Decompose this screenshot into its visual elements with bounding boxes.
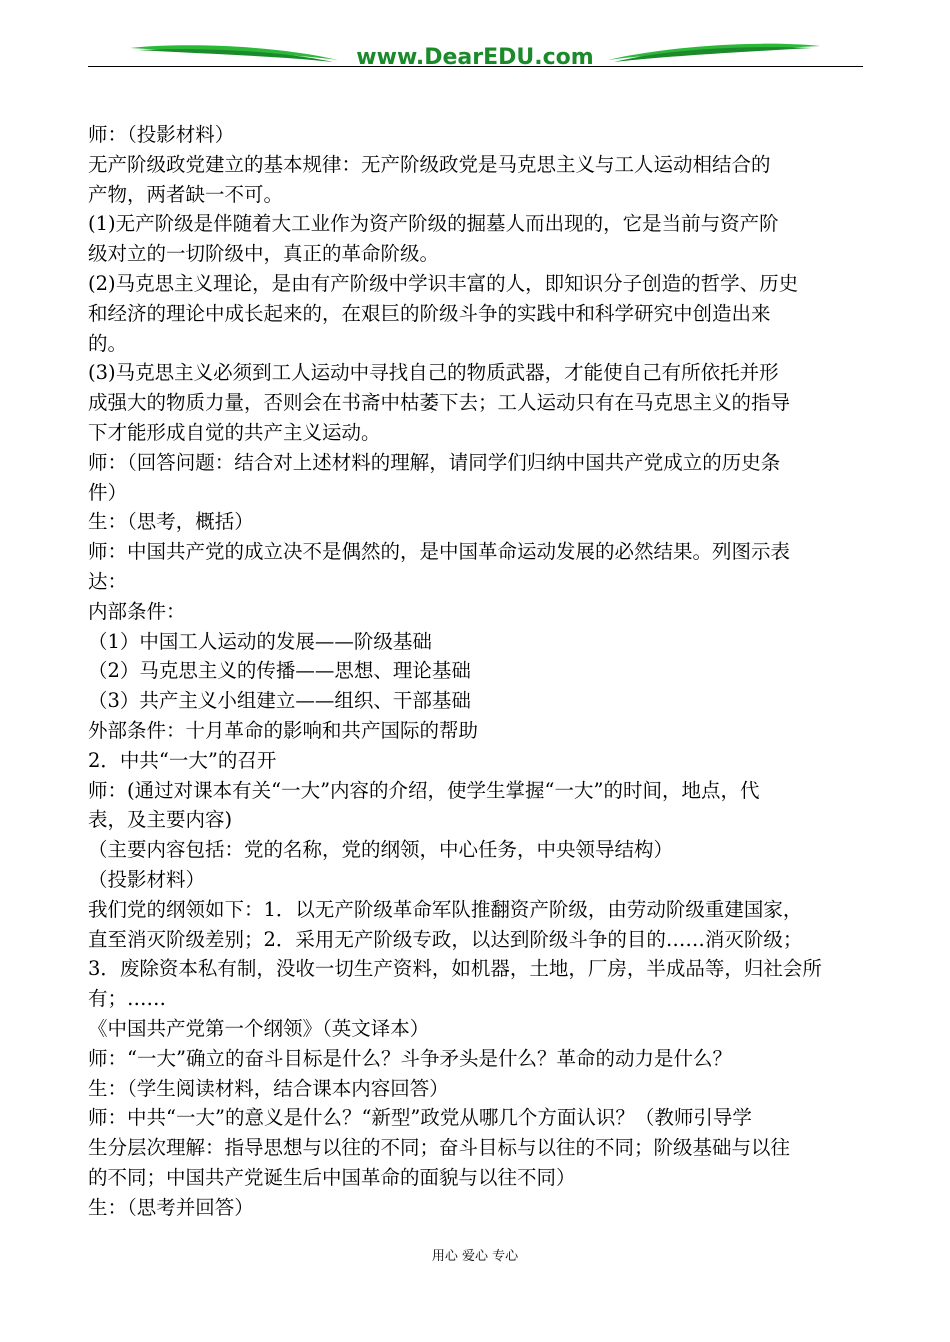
text-line: 件） xyxy=(88,480,128,504)
text-line: 我们党的纲领如下：1．以无产阶级革命军队推翻资产阶级，由劳动阶级重建国家， xyxy=(88,897,803,921)
text-line: (2)马克思主义理论，是由有产阶级中学识丰富的人，即知识分子创造的哲学、历史 xyxy=(88,271,799,295)
text-line: 的不同；中国共产党诞生后中国革命的面貌与以往不同） xyxy=(88,1165,576,1189)
leaf-swoosh-icon xyxy=(128,38,822,74)
text-line: 成强大的物质力量，否则会在书斋中枯萎下去；工人运动只有在马克思主义的指导 xyxy=(88,391,791,415)
text-line: 师：（回答问题：结合对上述材料的理解，请同学们归纳中国共产党成立的历史条 xyxy=(88,450,781,474)
text-line: （3）共产主义小组建立——组织、干部基础 xyxy=(88,689,471,713)
text-line: 内部条件： xyxy=(88,599,186,623)
logo-text: www.DearEDU.com xyxy=(356,45,594,70)
text-line: （主要内容包括：党的名称，党的纲领，中心任务，中央领导结构） xyxy=(88,838,674,862)
page-footer: 用心 爱心 专心 xyxy=(431,1249,519,1264)
text-line: 下才能形成自觉的共产主义运动。 xyxy=(88,420,381,444)
text-line: 外部条件：十月革命的影响和共产国际的帮助 xyxy=(88,718,479,742)
text-line: 师：(通过对课本有关“一大”内容的介绍，使学生掌握“一大”的时间，地点，代 xyxy=(88,778,760,802)
document-body xyxy=(88,120,868,1222)
text-line: 表，及主要内容) xyxy=(88,808,233,832)
text-line: 师：（投影材料） xyxy=(88,123,235,146)
text-line: 生分层次理解：指导思想与以往的不同；奋斗目标与以往的不同；阶级基础与以往 xyxy=(88,1136,791,1160)
text-line: 有；…… xyxy=(88,987,167,1011)
text-line: 达： xyxy=(88,569,128,593)
text-line: 生：（学生阅读材料，结合课本内容回答） xyxy=(88,1076,449,1100)
text-line: 级对立的一切阶级中，真正的革命阶级。 xyxy=(88,242,440,266)
text-line: 2．中共“一大”的召开 xyxy=(88,748,277,772)
text-line: 3．废除资本私有制，没收一切生产资料，如机器，土地，厂房，半成品等，归社会所 xyxy=(88,957,822,981)
text-line: (1)无产阶级是伴随着大工业作为资产阶级的掘墓人而出现的，它是当前与资产阶 xyxy=(88,212,779,236)
text-line: 的。 xyxy=(88,331,128,355)
text-line: 和经济的理论中成长起来的，在艰巨的阶级斗争的实践中和科学研究中创造出来 xyxy=(88,301,771,325)
text-line: 师：“一大”确立的奋斗目标是什么？斗争矛头是什么？革命的动力是什么？ xyxy=(88,1046,732,1070)
text-line: （投影材料） xyxy=(88,867,206,891)
text-line: 产物，两者缺一不可。 xyxy=(88,182,284,206)
text-line: 直至消灭阶级差别；2．采用无产阶级专政，以达到阶级斗争的目的……消灭阶级； xyxy=(88,927,803,951)
text-line: 生：（思考并回答） xyxy=(88,1195,254,1219)
text-line: 《中国共产党第一个纲领》（英文译本） xyxy=(88,1016,430,1040)
text-line: （2）马克思主义的传播——思想、理论基础 xyxy=(88,659,471,683)
text-line: 无产阶级政党建立的基本规律：无产阶级政党是马克思主义与工人运动相结合的 xyxy=(88,152,771,176)
text-line: 师：中国共产党的成立决不是偶然的，是中国革命运动发展的必然结果。列图示表 xyxy=(88,540,791,564)
header-logo xyxy=(128,38,822,74)
text-line: (3)马克思主义必须到工人运动中寻找自己的物质武器，才能使自己有所依托并形 xyxy=(88,361,779,385)
text-line: 师：中共“一大”的意义是什么？“新型”政党从哪几个方面认识？（教师引导学 xyxy=(88,1106,752,1130)
header-divider xyxy=(88,66,863,67)
text-line: （1）中国工人运动的发展——阶级基础 xyxy=(88,629,432,653)
text-line: 生：（思考，概括） xyxy=(88,510,254,534)
